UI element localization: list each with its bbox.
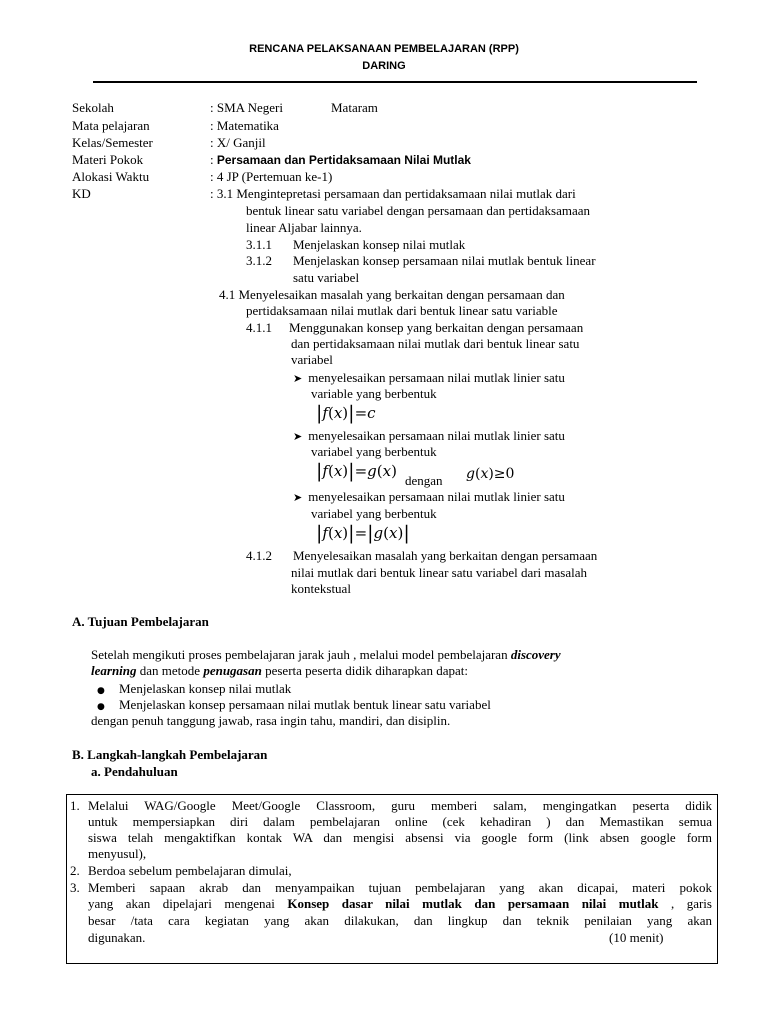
value-mata-pelajaran: : Matematika: [210, 118, 279, 133]
label-kelas-semester: Kelas/Semester: [72, 135, 153, 150]
step-3-bold-topic: Konsep dasar nilai mutlak dan persamaan nilai mutlak: [287, 896, 659, 911]
step-3-line1: Memberi sapaan akrab dan menyampaikan tujuan pembelajaran yang akan dicapai, materi pokok: [88, 880, 712, 895]
step-2-number: 2.: [70, 863, 80, 878]
document-subtitle: DARING: [362, 60, 406, 72]
formula-3: |f(x)|=|g(x)|: [316, 522, 410, 544]
step-3-line3: besar /tata cara kegiatan yang akan dilakukan, dan lingkup dan teknik penilaian yang akan: [88, 913, 712, 928]
sub-item-2-continued: variabel yang berbentuk: [311, 444, 437, 459]
bullet-icon: ●: [97, 686, 105, 696]
materi-pokok-bold: Persamaan dan Pertidaksamaan Nilai Mutlak: [216, 153, 471, 167]
indicator-3-1-1-number: 3.1.1: [246, 237, 272, 252]
indicator-4-1-2-number: 4.1.2: [246, 548, 272, 563]
sub-item-3: ➤ menyelesaikan persamaan nilai mutlak linier satu: [293, 489, 565, 504]
step-1-line4: menyusul),: [88, 846, 147, 861]
condition-formula: g(x)≥0: [466, 466, 515, 482]
indicator-3-1-1-text: Menjelaskan konsep nilai mutlak: [293, 237, 466, 252]
bullet-item-1-text: Menjelaskan konsep nilai mutlak: [119, 681, 292, 696]
arrow-bullet-icon: ➤: [293, 491, 303, 504]
indicator-3-1-2-text: Menjelaskan konsep persamaan nilai mutlak bentuk linear: [293, 253, 596, 268]
title-divider: [93, 81, 697, 83]
kd-3-1-continued-2: linear Aljabar lainnya.: [246, 220, 362, 235]
value-alokasi-waktu: : 4 JP (Pertemuan ke-1): [210, 169, 333, 184]
label-alokasi-waktu: Alokasi Waktu: [72, 169, 150, 184]
step-1-line1: Melalui WAG/Google Meet/Google Classroom, guru memberi salam, mengingatkan peserta didik: [88, 798, 712, 813]
indicator-3-1-2-number: 3.1.2: [246, 253, 272, 268]
sub-item-1: ➤ menyelesaikan persamaan nilai mutlak linier satu: [293, 370, 565, 385]
kd-4-1-text: 4.1 Menyelesaikan masalah yang berkaitan dengan persamaan dan: [219, 287, 565, 302]
step-1-line2: untuk mempersiapkan diri dalam pembelajaran online (cek kehadiran ) dan Memastikan semua: [88, 814, 712, 829]
formula-1: |f(x)|=c: [316, 402, 376, 424]
section-b-subheading: a. Pendahuluan: [91, 764, 178, 779]
bullet-icon: ●: [97, 702, 105, 712]
dengan-label: dengan: [405, 473, 443, 488]
indicator-4-1-1-number: 4.1.1: [246, 320, 272, 335]
sub-item-1-continued: variable yang berbentuk: [311, 386, 437, 401]
section-a-closing: dengan penuh tanggung jawab, rasa ingin tahu, mandiri, dan disiplin.: [91, 713, 451, 728]
value-sekolah-city: Mataram: [331, 100, 378, 115]
indicator-4-1-1-text: Menggunakan konsep yang berkaitan dengan persamaan: [289, 320, 584, 335]
value-kd-3-1: : 3.1 Mengintepretasi persamaan dan pertidaksamaan nilai mutlak dari: [210, 186, 576, 201]
indicator-4-1-1-continued: dan pertidaksamaan nilai mutlak dari bentuk linear satu: [291, 336, 580, 351]
value-sekolah: : SMA Negeri: [210, 100, 283, 115]
value-kelas-semester: : X/ Ganjil: [210, 135, 266, 150]
arrow-bullet-icon: ➤: [293, 430, 303, 443]
indicator-4-1-1-continued-2: variabel: [291, 352, 333, 367]
indicator-3-1-2-continued: satu variabel: [293, 270, 360, 285]
bullet-item-2-text: Menjelaskan konsep persamaan nilai mutlak bentuk linear satu variabel: [119, 697, 491, 712]
step-3-number: 3.: [70, 880, 80, 895]
indicator-4-1-2-continued: nilai mutlak dari bentuk linear satu variabel dari masalah: [291, 565, 588, 580]
label-kd: KD: [72, 186, 91, 201]
sub-item-3-continued: variabel yang berbentuk: [311, 506, 437, 521]
step-3-line2: yang akan dipelajari mengenai Konsep dasar nilai mutlak dan persamaan nilai mutlak , garis: [88, 896, 712, 911]
section-a-paragraph-line2: learning dan metode penugasan peserta peserta didik diharapkan dapat:: [91, 663, 468, 678]
arrow-bullet-icon: ➤: [293, 372, 303, 385]
label-materi-pokok: Materi Pokok: [72, 152, 144, 167]
step-1-line3: siswa telah mengaktifkan kontak WA dan mengisi absensi via google form (link absen google form: [88, 830, 712, 845]
indicator-4-1-2-text: Menyelesaikan masalah yang berkaitan dengan persamaan: [293, 548, 598, 563]
section-a-heading: A. Tujuan Pembelajaran: [72, 614, 209, 629]
kd-3-1-continued: bentuk linear satu variabel dengan persamaan dan pertidaksamaan: [246, 203, 590, 218]
document-title: RENCANA PELAKSANAAN PEMBELAJARAN (RPP): [249, 43, 519, 55]
formula-2: |f(x)|=g(x): [316, 460, 397, 482]
section-b-heading: B. Langkah-langkah Pembelajaran: [72, 747, 268, 762]
label-mata-pelajaran: Mata pelajaran: [72, 118, 150, 133]
value-materi-pokok: : Persamaan dan Pertidaksamaan Nilai Mutlak: [210, 152, 471, 167]
sub-item-2: ➤ menyelesaikan persamaan nilai mutlak linier satu: [293, 428, 565, 443]
step-3-duration: (10 menit): [609, 930, 664, 945]
kd-4-1-continued: pertidaksamaan nilai mutlak dari bentuk linear satu variable: [246, 303, 558, 318]
label-sekolah: Sekolah: [72, 100, 114, 115]
step-2-line1: Berdoa sebelum pembelajaran dimulai,: [88, 863, 292, 878]
section-a-paragraph-line1: Setelah mengikuti proses pembelajaran jarak jauh , melalui model pembelajaran discovery: [91, 647, 561, 662]
step-1-number: 1.: [70, 798, 80, 813]
indicator-4-1-2-continued-2: kontekstual: [291, 581, 351, 596]
step-3-line4: digunakan.: [88, 930, 146, 945]
